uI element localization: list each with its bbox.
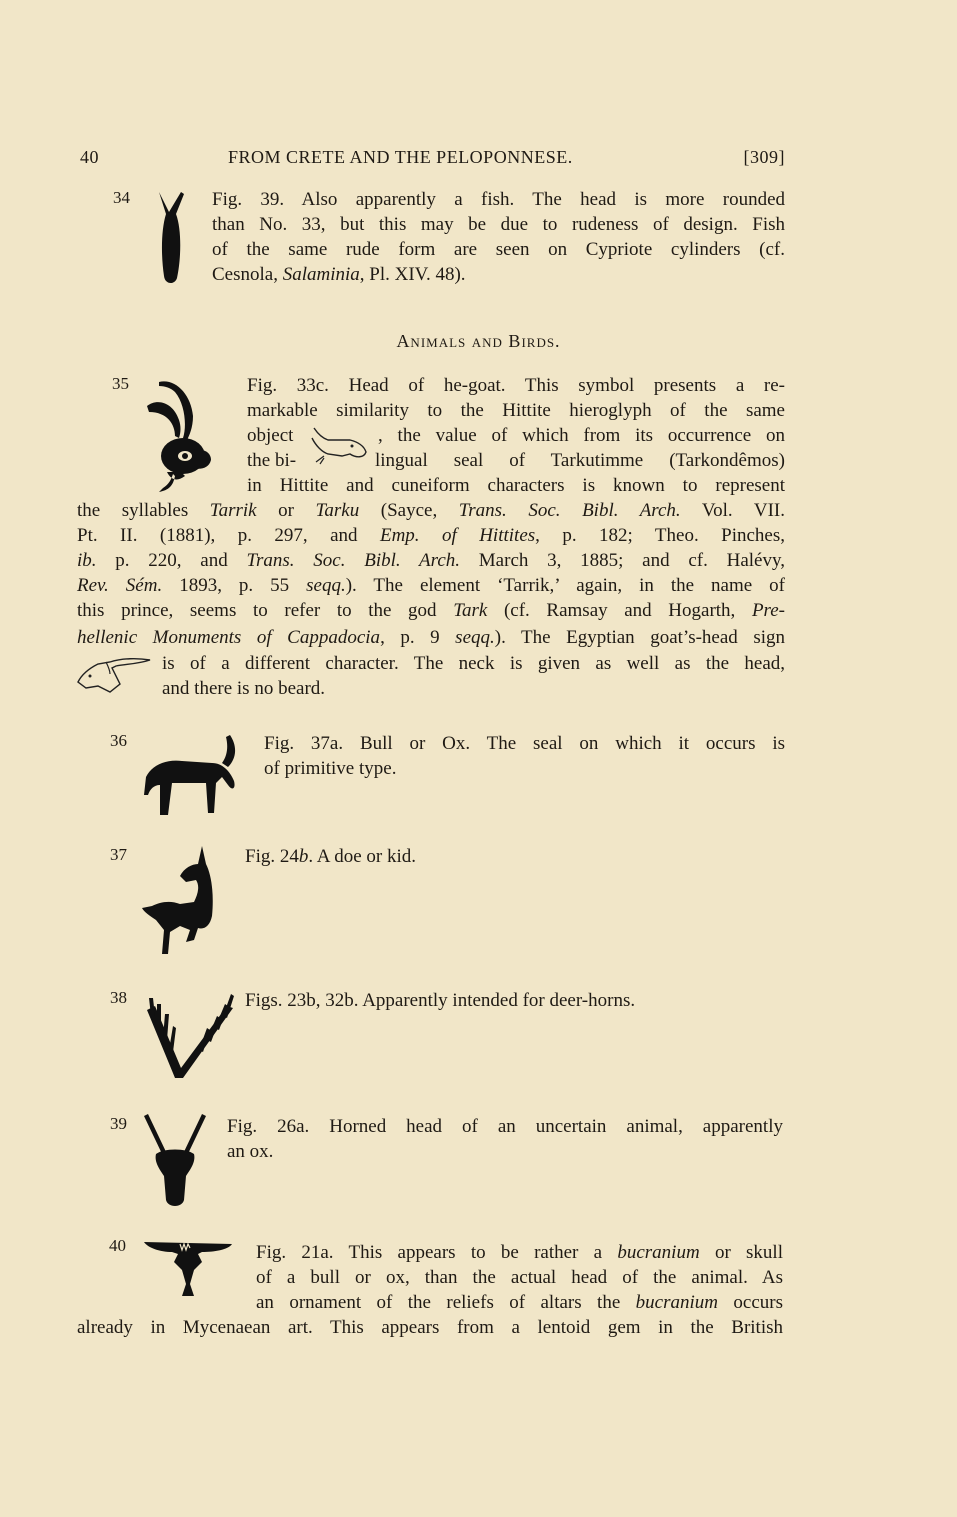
entry-text-line: Fig. 24b. A doe or kid. bbox=[245, 846, 417, 867]
bucranium-icon bbox=[142, 1240, 234, 1300]
section-heading: Animals and Birds. bbox=[396, 331, 561, 351]
running-title: FROM CRETE AND THE PELOPONNESE. bbox=[228, 147, 573, 167]
entry-text-line: already in Mycenaean art. This appears from a lentoid gem in the British bbox=[77, 1317, 783, 1338]
entry-number: 34 bbox=[113, 188, 130, 207]
hittite-goat-hieroglyph-icon bbox=[302, 426, 372, 470]
entry-text-line: of primitive type. bbox=[264, 758, 397, 779]
running-header bbox=[80, 147, 785, 171]
fish-symbol-icon bbox=[155, 190, 191, 286]
entry-text-line: and there is no beard. bbox=[162, 678, 326, 699]
entry-text-line: of the same rude form are seen on Cypriote cylinders (cf. bbox=[212, 239, 785, 260]
entry-text-line: this prince, seems to refer to the god Tark (cf. Ramsay and Hogarth, Pre- bbox=[77, 600, 785, 621]
entry-text-line: of a bull or ox, than the actual head of the animal. As bbox=[256, 1267, 783, 1288]
entry-text-line: object bbox=[247, 425, 294, 446]
entry-number: 40 bbox=[109, 1236, 126, 1255]
entry-text-line: is of a different character. The neck is given as well as the head, bbox=[162, 653, 785, 674]
bull-ox-icon bbox=[142, 733, 238, 817]
entry-text-line: Rev. Sém. 1893, p. 55 seqq.). The element ‘Tarrik,’ again, in the name of bbox=[77, 575, 785, 596]
entry-text-line: in Hittite and cuneiform characters is known to represent bbox=[247, 475, 785, 496]
entry-text-line: lingual seal of Tarkutimme (Tarkondêmos) bbox=[375, 450, 785, 471]
entry-number: 35 bbox=[112, 374, 129, 393]
he-goat-head-icon bbox=[145, 376, 215, 494]
page-number: 40 bbox=[80, 147, 99, 167]
bracket-page-number: [309] bbox=[743, 147, 785, 167]
entry-text-line: the syllables Tarrik or Tarku (Sayce, Trans. Soc. Bibl. Arch. Vol. VII. bbox=[77, 500, 785, 521]
entry-text-line: markable similarity to the Hittite hieroglyph of the same bbox=[247, 400, 785, 421]
entry-text-line: Fig. 26a. Horned head of an uncertain animal, apparently bbox=[227, 1116, 783, 1137]
entry-number: 39 bbox=[110, 1114, 127, 1133]
entry-number: 36 bbox=[110, 731, 127, 750]
egyptian-goat-head-sign-icon bbox=[76, 654, 154, 694]
entry-text-line: an ornament of the reliefs of altars the bucranium occurs bbox=[256, 1292, 783, 1313]
entry-text-line: an ox. bbox=[227, 1141, 274, 1162]
horned-head-icon bbox=[142, 1114, 208, 1210]
entry-text-line: Figs. 23b, 32b. Apparently intended for deer-horns. bbox=[245, 990, 636, 1011]
entry-text-line: the bi- bbox=[247, 450, 297, 471]
entry-text-line: ib. p. 220, and Trans. Soc. Bibl. Arch. March 3, 1885; and cf. Halévy, bbox=[77, 550, 785, 571]
entry-number: 37 bbox=[110, 845, 127, 864]
entry-text-line: , the value of which from its occurrence on bbox=[378, 425, 785, 446]
entry-text-line: Pt. II. (1881), p. 297, and Emp. of Hittites, p. 182; Theo. Pinches, bbox=[77, 525, 785, 546]
deer-horns-icon bbox=[145, 988, 237, 1082]
doe-kid-icon bbox=[140, 846, 226, 956]
entry-number: 38 bbox=[110, 988, 127, 1007]
entry-text-line: Cesnola, Salaminia, Pl. XIV. 48). bbox=[212, 264, 466, 285]
entry-text-line: Fig. 33c. Head of he-goat. This symbol presents a re- bbox=[247, 375, 785, 396]
entry-text-line: than No. 33, but this may be due to rudeness of design. Fish bbox=[212, 214, 785, 235]
entry-text-line: hellenic Monuments of Cappadocia, p. 9 seqq.). The Egyptian goat’s-head sign bbox=[77, 627, 786, 648]
entry-text-line: Fig. 39. Also apparently a fish. The head is more rounded bbox=[212, 189, 785, 210]
entry-text-line: Fig. 37a. Bull or Ox. The seal on which it occurs is bbox=[264, 733, 785, 754]
entry-text-line: Fig. 21a. This appears to be rather a bucranium or skull bbox=[256, 1242, 783, 1263]
